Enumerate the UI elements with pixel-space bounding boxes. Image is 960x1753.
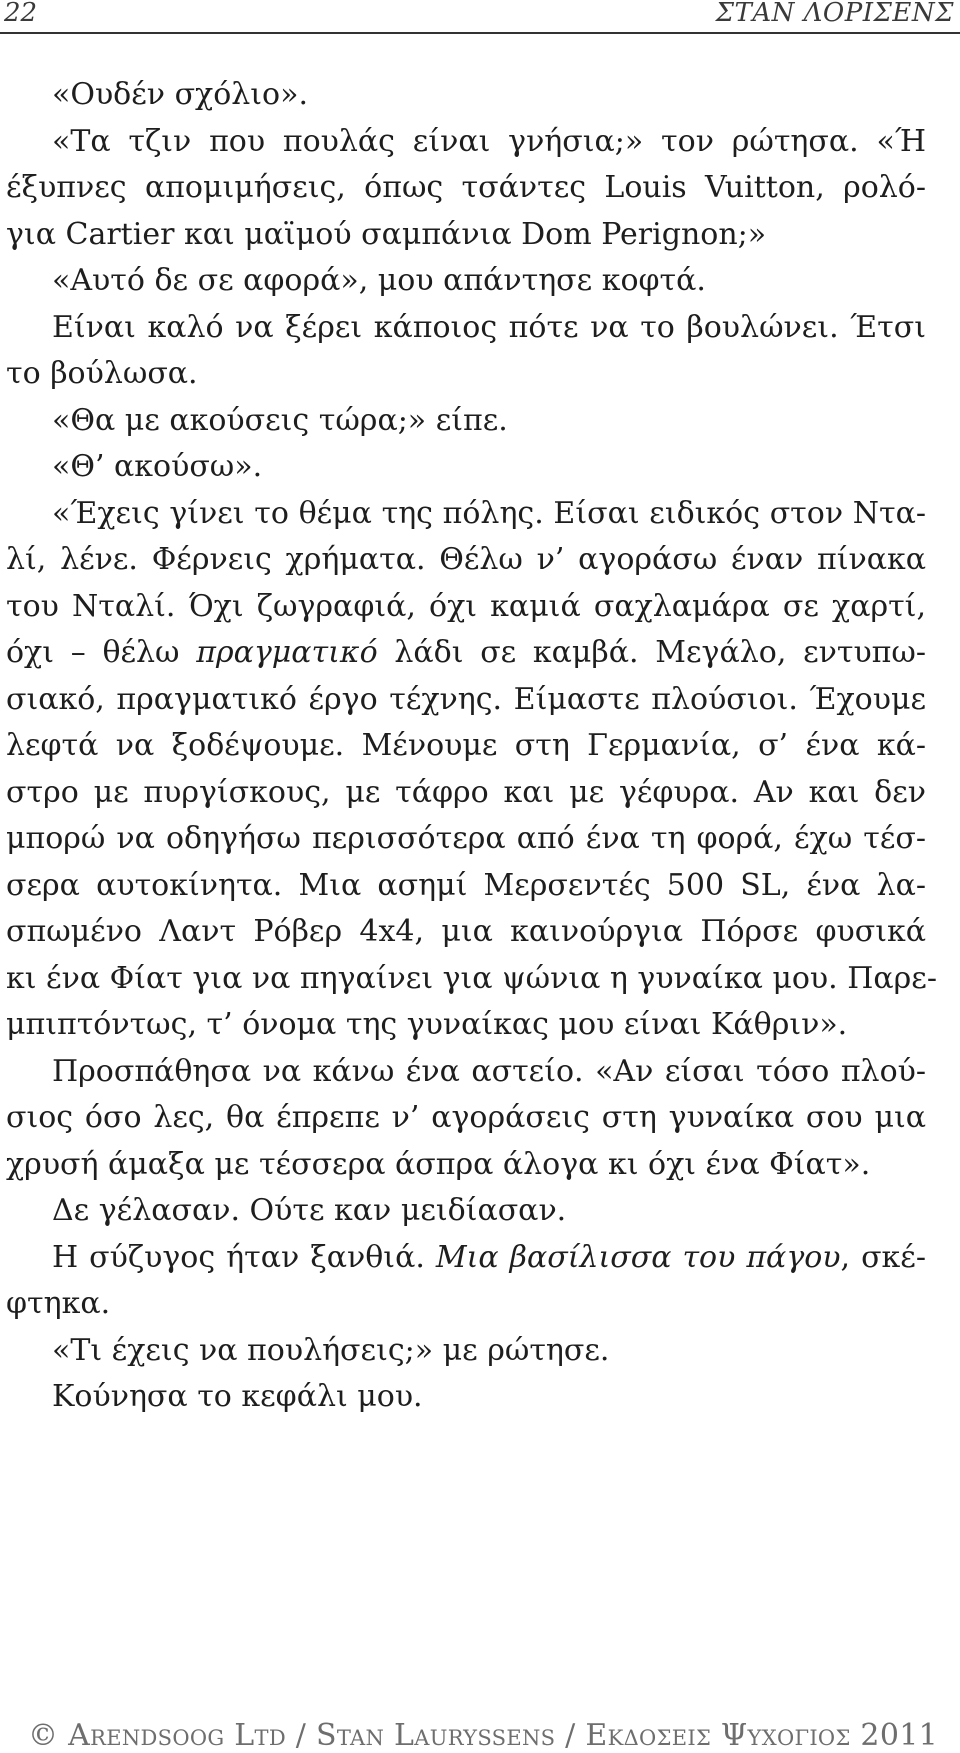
text-line: του Νταλί. Όχι ζωγραφιά, όχι καμιά σαχλαμάρα σε χαρτί, [6,588,926,624]
text-line: φτηκα. [6,1286,111,1321]
running-head: ΣΤΑΝ ΛΟΡΙΣΕΝΣ [715,0,954,28]
text-line: μπορώ να οδηγήσω περισσότερα από ένα τη φορά, έχω τέσ- [6,821,926,856]
text-line: όχι – θέλω πραγματικό λάδι σε καμβά. Μεγάλο, εντυπω- [6,635,926,670]
text-line: Η σύζυγος ήταν ξανθιά. Μια βασίλισσα του πάγου, σκέ- [52,1239,926,1275]
text-line: «Ουδέν σχόλιο». [52,77,309,112]
emphasis: πραγματικό [196,635,378,670]
copyright-footer: © Arendsoog Ltd / Stan Lauryssens / Εκδοσεισ Ψυχογιοσ 2011 [28,1718,938,1753]
emphasis: Μια βασίλισσα του πάγου [435,1239,841,1275]
text-line: λεφτά να ξοδέψουμε. Μένουμε στη Γερμανία, σ’ ένα κά- [6,728,926,763]
text-line: σιος όσο λες, θα έπρεπε ν’ αγοράσεις στη γυναίκα σου μια [6,1100,926,1135]
text-line: «Τα τζιν που πουλάς είναι γνήσια;» τον ρώτησα. «Ή [52,123,926,159]
body-text [6,72,937,1421]
text-line: Κούνησα το κεφάλι μου. [52,1379,423,1414]
page-header [0,0,960,36]
text-line: για Cartier και μαϊμού σαμπάνια Dom Perignon;» [6,216,767,252]
text-line: «Αυτό δε σε αφορά», μου απάντησε κοφτά. [52,263,706,298]
text-line: Προσπάθησα να κάνω ένα αστείο. «Αν είσαι τόσο πλού- [52,1053,926,1089]
text-line: «Θ’ ακούσω». [52,449,263,484]
text-line: στρο με πυργίσκους, με τάφρο και με γέφυρα. Αν και δεν [6,774,926,810]
text-line: χρυσή άμαξα με τέσσερα άσπρα άλογα κι όχι ένα Φίατ». [6,1146,871,1182]
text-line: λί, λένε. Φέρνεις χρήματα. Θέλω ν’ αγοράσω έναν πίνακα [6,542,926,577]
text-line: μπιπτόντως, τ’ όνομα της γυναίκας μου είναι Κάθριν». [6,1007,848,1042]
text-line: Είναι καλό να ξέρει κάποιος πότε να το βουλώνει. Έτσι [52,309,926,345]
page-number: 22 [4,0,38,28]
text-line: το βούλωσα. [6,356,198,391]
text-line: κι ένα Φίατ για να πηγαίνει για ψώνια η γυναίκα μου. Παρε- [6,960,937,996]
header-rule [0,32,960,34]
text-line: «Τι έχεις να πουλήσεις;» με ρώτησε. [52,1332,610,1368]
text-line: «Θα με ακούσεις τώρα;» είπε. [52,402,508,438]
text-line: σπωμένο Λαντ Ρόβερ 4x4, μια καινούργια Πόρσε φυσικά [6,914,926,949]
text-line: σερα αυτοκίνητα. Μια ασημί Μερσεντές 500 SL, ένα λα- [6,867,926,903]
text-line: Δε γέλασαν. Ούτε καν μειδίασαν. [52,1193,567,1228]
text-line: έξυπνες απομιμήσεις, όπως τσάντες Louis Vuitton, ρολό- [6,170,926,205]
text-line: «Έχεις γίνει το θέμα της πόλης. Είσαι ειδικός στον Ντα- [52,495,926,531]
text-line: σιακό, πραγματικό έργο τέχνης. Είμαστε πλούσιοι. Έχουμε [6,681,926,717]
